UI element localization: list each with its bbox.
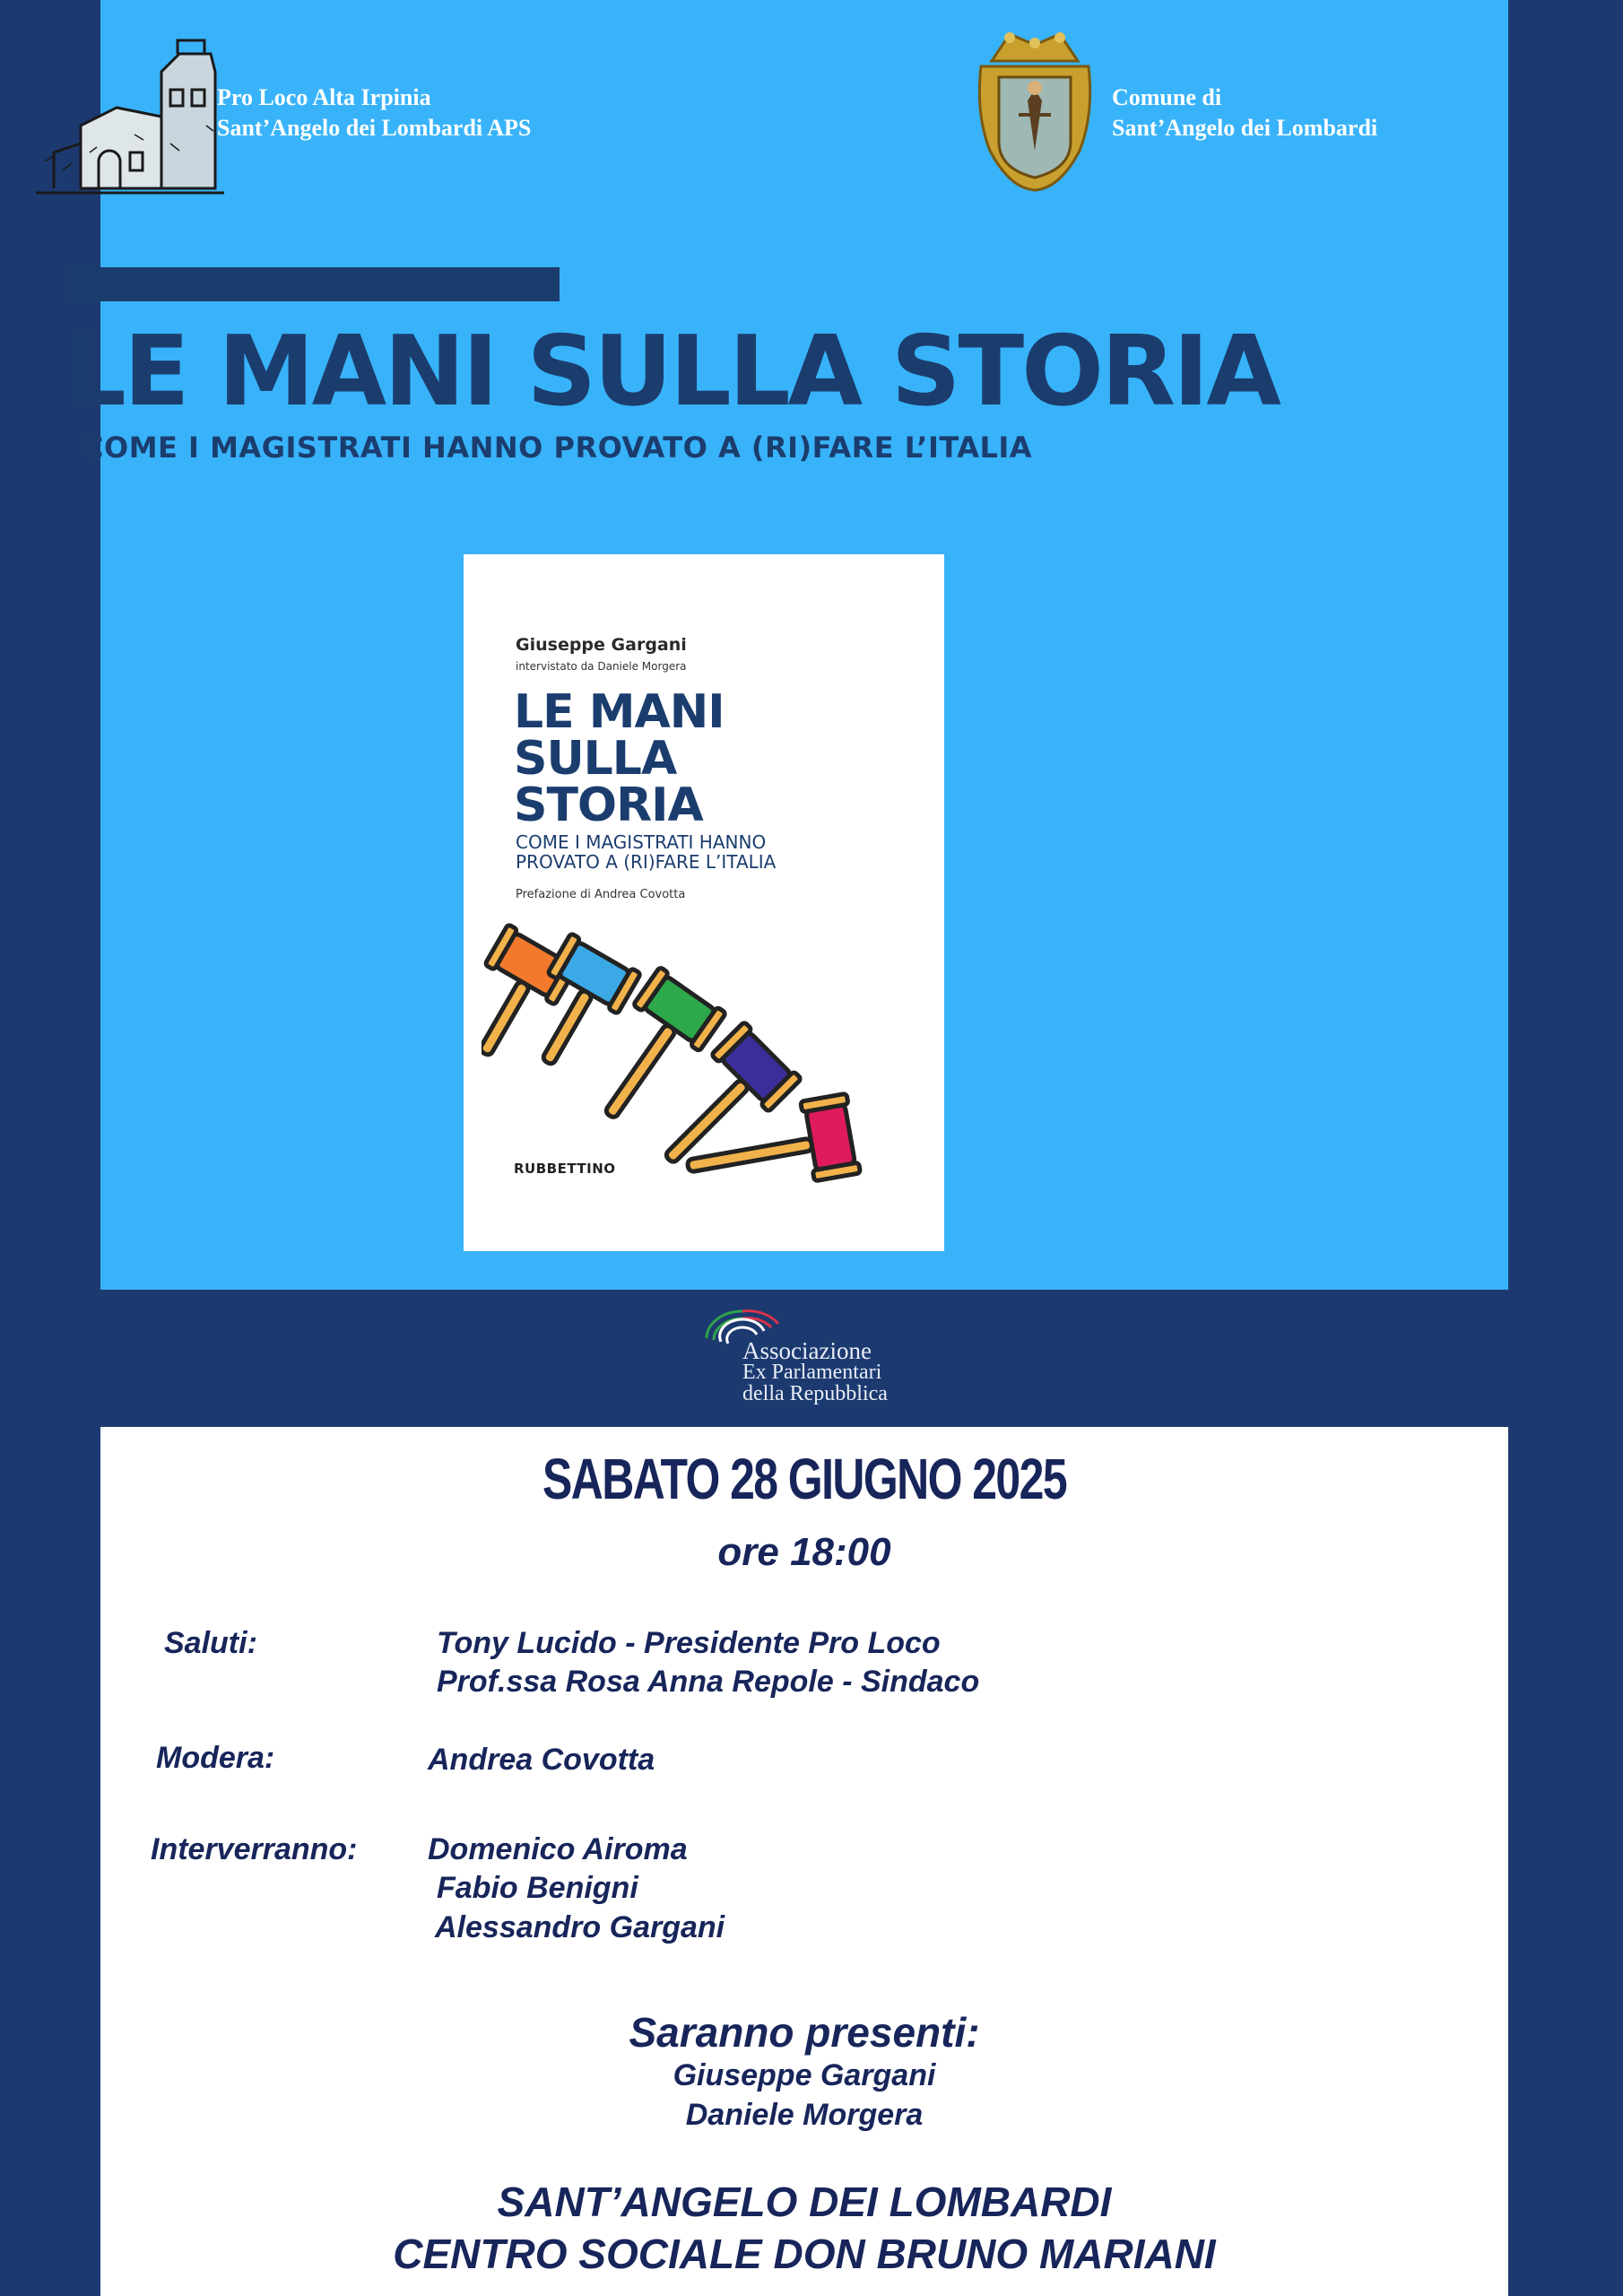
saluti-speaker: Tony Lucido - Presidente Pro Loco	[437, 1626, 941, 1660]
comune-name	[1112, 83, 1377, 144]
event-title: LE MANI SULLA STORIA	[65, 316, 1279, 428]
association-line2: Ex Parlamentari	[742, 1361, 882, 1384]
book-author: Giuseppe Gargani	[516, 635, 687, 655]
event-time: ore 18:00	[717, 1530, 891, 1574]
book-title-line: SULLA	[514, 732, 677, 786]
book-subtitle-line: PROVATO A (RI)FARE L’ITALIA	[516, 851, 777, 873]
saluti-label: Saluti:	[164, 1626, 257, 1660]
saluti-speaker: Prof.ssa Rosa Anna Repole - Sindaco	[437, 1665, 980, 1699]
pro-loco-tower-logo	[27, 18, 224, 197]
book-title-line: LE MANI	[514, 685, 725, 739]
speaker: Fabio Benigni	[437, 1871, 638, 1905]
association-name	[742, 1337, 888, 1405]
presenti-guest: Daniele Morgera	[685, 2098, 924, 2132]
association-line3: della Repubblica	[742, 1382, 888, 1405]
book-subtitle	[516, 832, 928, 872]
book-publisher: RUBBETTINO	[514, 1161, 616, 1177]
book-title-line: STORIA	[514, 778, 703, 832]
presenti-label: Saranno presenti:	[629, 2009, 980, 2056]
book-subtitle-line: COME I MAGISTRATI HANNO	[516, 831, 767, 853]
speaker: Alessandro Gargani	[435, 1910, 725, 1944]
book-preface: Prefazione di Andrea Covotta	[516, 888, 686, 901]
moderator: Andrea Covotta	[428, 1743, 655, 1777]
title-accent-bar	[68, 267, 560, 301]
book-title	[514, 685, 725, 832]
comune-line2: Sant’Angelo dei Lombardi	[1112, 115, 1378, 141]
event-date: SABATO 28 GIUGNO 2025	[542, 1447, 1067, 1511]
speaker: Domenico Airoma	[428, 1832, 688, 1866]
event-subtitle: COME I MAGISTRATI HANNO PROVATO A (RI)FARE L’ITALIA	[82, 430, 1033, 465]
interverranno-label: Interverranno:	[151, 1832, 358, 1866]
book-cover	[464, 554, 944, 1251]
comune-line1: Comune di	[1112, 84, 1222, 110]
modera-label: Modera:	[156, 1741, 275, 1775]
presenti-guest: Giuseppe Gargani	[673, 2058, 936, 2092]
pro-loco-line1: Pro Loco Alta Irpinia	[217, 84, 431, 110]
pro-loco-name	[217, 83, 531, 144]
municipal-crest-icon	[974, 25, 1096, 194]
venue-city: SANT’ANGELO DEI LOMBARDI	[497, 2179, 1112, 2225]
association-line1: Associazione	[742, 1337, 872, 1364]
pro-loco-line2: Sant’Angelo dei Lombardi APS	[217, 115, 532, 141]
book-interviewer: intervistato da Daniele Morgera	[516, 660, 687, 673]
venue-place: CENTRO SOCIALE DON BRUNO MARIANI	[393, 2231, 1216, 2277]
